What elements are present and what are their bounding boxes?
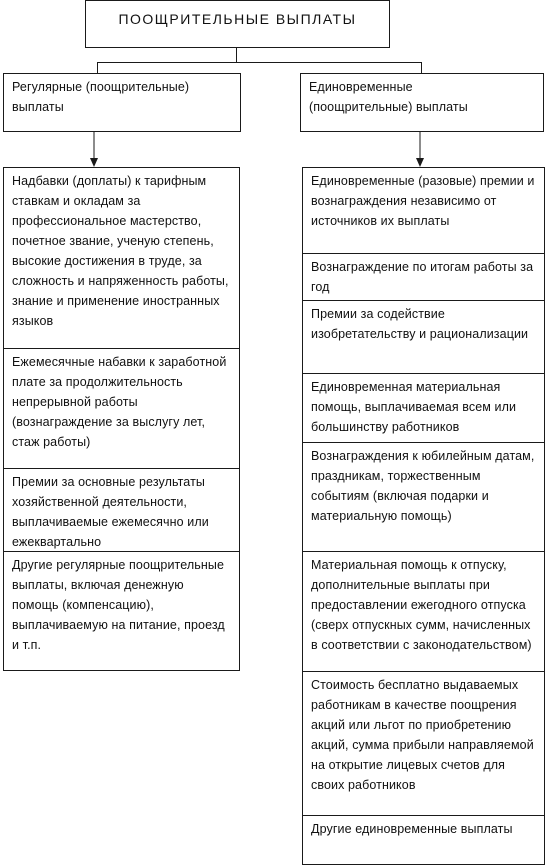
right-item-vacation-aid: Материальная помощь к отпуску, дополнительные выплаты при предоставлении ежегодного отпуска (сверх отпускных сумм, начисленных в соответствии с законодательством) <box>302 551 545 672</box>
left-item-seniority-bonus: Ежемесячные набавки к заработной плате за продолжительность непрерывной работы (вознаграждение за выслугу лет, стаж работы) <box>3 348 240 469</box>
right-arrow <box>416 132 424 167</box>
left-arrow <box>90 132 98 167</box>
left-branch-header: Регулярные (поощрительные) выплаты <box>3 73 241 132</box>
left-item-allowances: Надбавки (доплаты) к тарифным ставкам и окладам за профессиональное мастерство, почетное звание, ученую степень, высокие достижения в труде, за сложность и напряженность работы, знание и применение иностранных языков <box>3 167 240 349</box>
right-item-anniversary-reward: Вознаграждения к юбилейным датам, праздникам, торжественным событиям (включая подарки и материальную помощь) <box>302 442 545 552</box>
right-item-material-aid: Единовременная материальная помощь, выплачиваемая всем или большинству работников <box>302 373 545 443</box>
left-item-performance-bonus: Премии за основные результаты хозяйственной деятельности, выплачиваемые ежемесячно или ежеквартально <box>3 468 240 552</box>
diagram-title: ПООЩРИТЕЛЬНЫЕ ВЫПЛАТЫ <box>85 0 390 48</box>
left-item-other-regular: Другие регулярные поощрительные выплаты, включая денежную помощь (компенсацию), выплачиваемую на питание, проезд и т.п. <box>3 551 240 671</box>
right-item-shares-value: Стоимость бесплатно выдаваемых работникам в качестве поощрения акций или льгот по приобретению акций, сумма прибыли направляемой на открытие лицевых счетов для своих работников <box>302 671 545 816</box>
right-item-annual-reward: Вознаграждение по итогам работы за год <box>302 253 545 301</box>
right-item-other-one-time: Другие единовременные выплаты <box>302 815 545 865</box>
right-item-one-time-bonus: Единовременные (разовые) премии и вознаграждения независимо от источников их выплаты <box>302 167 545 254</box>
right-item-innovation-bonus: Премии за содействие изобретательству и рационализации <box>302 300 545 374</box>
right-branch-header: Единовременные (поощрительные) выплаты <box>300 73 544 132</box>
